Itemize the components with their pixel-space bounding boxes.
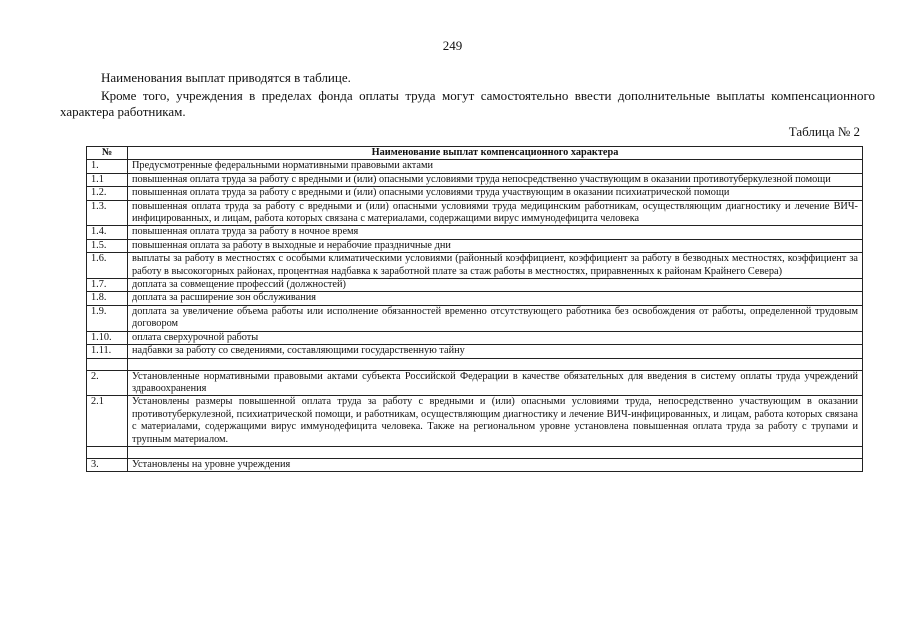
row-number-cell: 3. xyxy=(87,458,128,471)
row-number-cell: 1.2. xyxy=(87,187,128,200)
row-description-cell: Установленные нормативными правовыми актами субъекта Российской Федерации в качестве обязательных для введения в систему оплаты труда учреждений здравоохранения xyxy=(128,370,863,396)
row-number-cell: 1.3. xyxy=(87,200,128,226)
row-description-cell: оплата сверхурочной работы xyxy=(128,331,863,344)
row-description-cell: повышенная оплата за работу в выходные и нерабочие праздничные дни xyxy=(128,239,863,252)
compensation-payments-table xyxy=(86,146,863,472)
row-description-cell: выплаты за работу в местностях с особыми климатическими условиями (районный коэффициент, коэффициент за работу в безводных местностях, коэффициент за работу в высокогорных районах, процентная надбавка к заработной плате за стаж работы в местностях, приравненных к районам Крайнего Севера) xyxy=(128,253,863,279)
table-row xyxy=(87,331,863,344)
table-row xyxy=(87,446,863,458)
table-row xyxy=(87,226,863,239)
row-description-cell: повышенная оплата труда за работу с вредными и (или) опасными условиями труда медицинским работникам, осуществляющим диагностику и лечение ВИЧ-инфицированных, и лицам, работа которых связана с материалами, содержащими вирус иммунодефицита человека xyxy=(128,200,863,226)
row-number-cell: 1.7. xyxy=(87,279,128,292)
body-paragraph: Кроме того, учреждения в пределах фонда оплаты труда могут самостоятельно ввести дополнительные выплаты компенсационного характера работникам. xyxy=(60,88,875,119)
table-row xyxy=(87,200,863,226)
row-number-cell: 1.1 xyxy=(87,173,128,186)
row-description-cell: Предусмотренные федеральными нормативными правовыми актами xyxy=(128,160,863,173)
table-row xyxy=(87,279,863,292)
table-row xyxy=(87,345,863,358)
row-description-cell: доплата за расширение зон обслуживания xyxy=(128,292,863,305)
table-row xyxy=(87,253,863,279)
row-description-cell: повышенная оплата труда за работу с вредными и (или) опасными условиями труда участвующим в оказании психиатрической помощи xyxy=(128,187,863,200)
table-row xyxy=(87,396,863,447)
row-description-cell: Установлены на уровне учреждения xyxy=(128,458,863,471)
table-row xyxy=(87,358,863,370)
table-row xyxy=(87,160,863,173)
row-number-cell: 1.9. xyxy=(87,305,128,331)
row-number-cell: 1.4. xyxy=(87,226,128,239)
row-number-cell: 2. xyxy=(87,370,128,396)
table-row xyxy=(87,370,863,396)
row-number-cell: 1.5. xyxy=(87,239,128,252)
row-number-cell: 1.8. xyxy=(87,292,128,305)
intro-paragraph: Наименования выплат приводятся в таблице. xyxy=(101,70,351,85)
column-header-name: Наименование выплат компенсационного характера xyxy=(128,147,863,160)
table-row xyxy=(87,458,863,471)
row-description-cell xyxy=(128,358,863,370)
row-number-cell: 1.6. xyxy=(87,253,128,279)
table-row xyxy=(87,239,863,252)
table-row xyxy=(87,187,863,200)
row-description-cell: доплата за увеличение объема работы или исполнение обязанностей временно отсутствующего работника без освобождения от работы, определенной трудовым договором xyxy=(128,305,863,331)
table-caption: Таблица № 2 xyxy=(788,124,860,139)
row-number-cell xyxy=(87,358,128,370)
row-number-cell: 1.11. xyxy=(87,345,128,358)
row-description-cell xyxy=(128,446,863,458)
table-header-row xyxy=(87,147,863,160)
row-description-cell: надбавки за работу со сведениями, составляющими государственную тайну xyxy=(128,345,863,358)
table-row xyxy=(87,305,863,331)
row-number-cell: 1.10. xyxy=(87,331,128,344)
row-number-cell: 2.1 xyxy=(87,396,128,447)
row-number-cell: 1. xyxy=(87,160,128,173)
page-number: 249 xyxy=(442,38,463,53)
row-description-cell: Установлены размеры повышенной оплата труда за работу с вредными и (или) опасными условиями труда, непосредственно участвующим в оказании противотуберкулезной, психиатрической помощи, и работникам, осуществляющим диагностику и лечение ВИЧ-инфицированных, и лицам, работа которых связана с материалами, содержащими вирус иммунодефицита человека. Также на региональном уровне установлена повышенная оплата труда за работу с трупами и трупным материалом. xyxy=(128,396,863,447)
row-description-cell: повышенная оплата труда за работу в ночное время xyxy=(128,226,863,239)
column-header-number: № xyxy=(87,147,128,160)
table-row xyxy=(87,173,863,186)
row-description-cell: доплата за совмещение профессий (должностей) xyxy=(128,279,863,292)
table-row xyxy=(87,292,863,305)
table-body xyxy=(87,160,863,472)
row-description-cell: повышенная оплата труда за работу с вредными и (или) опасными условиями труда непосредственно участвующим в оказании противотуберкулезной помощи xyxy=(128,173,863,186)
row-number-cell xyxy=(87,446,128,458)
